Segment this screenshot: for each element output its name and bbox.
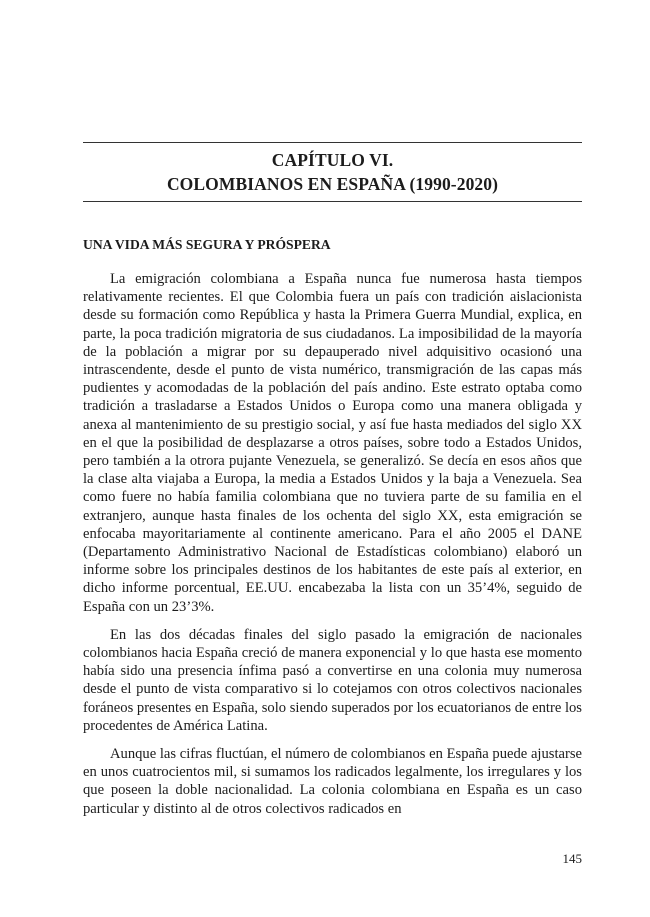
chapter-number: CAPÍTULO VI.: [271, 150, 394, 170]
chapter-bottom-rule: [83, 201, 582, 202]
body-text: [83, 270, 582, 828]
paragraph-1: La emigración colombiana a España nunca fue numerosa hasta tiempos relativamente recientes. El que Colombia fuera un país con tradición aislacionista desde su formación como República y hasta la Primera Guerra Mundial, explica, en parte, la poca tradición migratoria de sus ciudadanos. La imposibilidad de la mayoría de la población a migrar por su depauperado nivel adquisitivo ocasionó una intrascendente, desde el punto de vista numérico, transmigración de las capas más pudientes y acomodadas de la población del país andino. Este estrato optaba como tradición a trasladarse a Estados Unidos o Europa como una manera obligada y anexa al mantenimiento de su prestigio social, y así fue hasta mediados del siglo XX en el que la posibilidad de desplazarse a otros países, sobre todo a Estados Unidos, pero también a la otrora pujante Venezuela, se generalizó. Se decía en esos años que la clase alta viajaba a Europa, la media a Estados Unidos y la baja a Venezuela. Sea como fuere no había familia colombiana que no tuviera parte de su familia en el extranjero, aunque hasta finales de los ochenta del siglo XX, esta emigración se enfocaba mayoritariamente al continente americano. Para el año 2005 el DANE (Departamento Administrativo Nacional de Estadísticas colombiano) elaboró un informe sobre los principales destinos de los habitantes de este país al exterior, en dicho informe porcentual, EE.UU. encabezaba la lista con un 35’4%, seguido de España con un 23’3%.: [83, 271, 582, 615]
chapter-title: COLOMBIANOS EN ESPAÑA (1990-2020): [166, 174, 499, 194]
paragraph-3: Aunque las cifras fluctúan, el número de colombianos en España puede ajustarse en unos cuatrocientos mil, si sumamos los radicados legalmente, los irregulares y los que poseen la doble nacionalidad. La colonia colombiana en España es un caso particular y distinto al de otros colectivos radicados en: [83, 746, 582, 817]
paragraph-2: En las dos décadas finales del siglo pasado la emigración de nacionales colombianos hacia España creció de manera exponencial y lo que hasta ese momento había sido una presencia ínfima pasó a convertirse en una colonia muy numerosa desde el punto de vista comparativo si lo cotejamos con otros colectivos nacionales foráneos presentes en España, solo siendo superados por los ecuatorianos de entre los procedentes de América Latina.: [83, 626, 582, 734]
chapter-top-rule: [83, 142, 582, 143]
section-heading: UNA VIDA MÁS SEGURA Y PRÓSPERA: [83, 237, 331, 252]
page-number: 145: [562, 851, 582, 866]
